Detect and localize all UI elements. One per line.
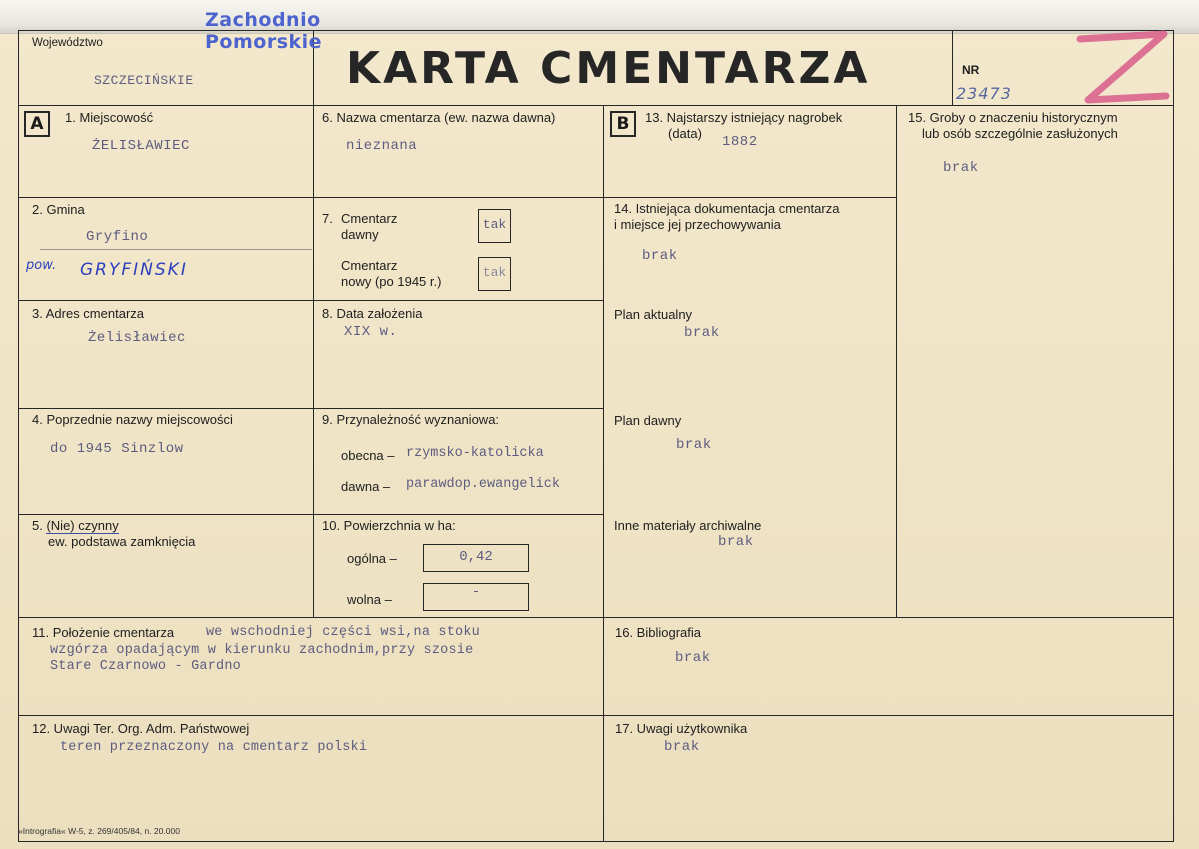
- field-15-label-2: lub osób szczególnie zasłużonych: [922, 126, 1118, 141]
- field-14-label: 14. Istniejąca dokumentacja cmentarza: [614, 201, 840, 216]
- field-11-line-2: wzgórza opadającym w kierunku zachodnim,przy szosie: [50, 643, 474, 658]
- field-15-value: brak: [943, 160, 979, 176]
- card-title: KARTA CMENTARZA: [346, 43, 871, 94]
- field-7-new-checkbox: tak: [478, 257, 511, 291]
- field-17-value: brak: [664, 739, 700, 755]
- field-9-former-label: dawna –: [341, 479, 391, 494]
- adhesive-tape: [0, 0, 1199, 34]
- section-a-marker: A: [24, 111, 50, 137]
- field-9-label: 9. Przynależność wyznaniowa:: [322, 412, 500, 427]
- field-4-label: 4. Poprzednie nazwy miejscowości: [32, 412, 233, 427]
- field-13-label: 13. Najstarszy istniejący nagrobek: [645, 110, 843, 125]
- col-divider-2: [603, 105, 604, 842]
- field-6-label: 6. Nazwa cmentarza (ew. nazwa dawna): [322, 110, 556, 125]
- field-3-value: Żelisławiec: [88, 330, 186, 346]
- field-10-free-label: wolna –: [347, 592, 392, 607]
- powiat-value: GRYFIŃSKI: [80, 260, 188, 280]
- field-5-main: (Nie) czynny: [46, 518, 119, 533]
- field-12-value: teren przeznaczony na cmentarz polski: [60, 740, 368, 755]
- header-divider-right: [952, 30, 953, 105]
- field-7-new-label: Cmentarz: [341, 258, 398, 273]
- powiat-prefix: pow.: [26, 258, 57, 273]
- section-b-marker: B: [610, 111, 636, 137]
- nr-label: NR: [962, 63, 980, 77]
- field-2-value: Gryfino: [86, 229, 149, 245]
- plan-old-value: brak: [676, 437, 712, 453]
- field-11-label: 11. Położenie cmentarza: [32, 625, 175, 640]
- field-5-label-2: ew. podstawa zamknięcia: [48, 534, 196, 549]
- header-bottom-line: [18, 105, 1174, 106]
- plan-current-label: Plan aktualny: [614, 307, 693, 322]
- nr-value: 23473: [956, 84, 1012, 103]
- field-16-value: brak: [675, 650, 711, 666]
- field-8-label: 8. Data założenia: [322, 306, 423, 321]
- field-11-line-1: we wschodniej części wsi,na stoku: [206, 625, 480, 640]
- field-2-label: 2. Gmina: [32, 202, 85, 217]
- row-line-g: [603, 197, 896, 198]
- field-9-former-value: parawdop.ewangelick: [406, 477, 560, 492]
- field-9-current-value: rzymsko-katolicka: [406, 446, 544, 461]
- stamp-line-2: Pomorskie: [205, 31, 323, 53]
- corner-z-mark: [1066, 30, 1170, 106]
- field-17-label: 17. Uwagi użytkownika: [615, 721, 748, 736]
- field-10-label: 10. Powierzchnia w ha:: [322, 518, 456, 533]
- row-line-f: [18, 715, 1174, 716]
- field-8-value: XIX w.: [344, 324, 398, 340]
- field-10-total-box: 0,42: [423, 544, 529, 572]
- field-5-number: 5.: [32, 518, 43, 533]
- row-line-a: [18, 197, 603, 198]
- field-12-label: 12. Uwagi Ter. Org. Adm. Państwowej: [32, 721, 250, 736]
- printer-footer: »Intrografia« W-5, z. 269/405/84, n. 20.000: [18, 826, 180, 836]
- field-7-old-label: Cmentarz: [341, 211, 398, 226]
- field-4-value: do 1945 Sinzlow: [50, 441, 184, 457]
- col-divider-3: [896, 105, 897, 617]
- voivodeship-value: SZCZECIŃSKIE: [94, 73, 194, 88]
- field-7-new-label-2: nowy (po 1945 r.): [341, 274, 442, 289]
- voivodeship-label: Województwo: [32, 37, 103, 49]
- row-line-c: [18, 408, 603, 409]
- field-7-number: 7.: [322, 211, 333, 226]
- field-11-line-3: Stare Czarnowo - Gardno: [50, 659, 241, 674]
- gmina-underline: [40, 249, 312, 250]
- field-10-free-box: -: [423, 583, 529, 611]
- stamp-line-1: Zachodnio: [205, 9, 321, 31]
- field-7-old-checkbox: tak: [478, 209, 511, 243]
- plan-current-value: brak: [684, 325, 720, 341]
- field-13-value: 1882: [722, 134, 758, 150]
- field-16-label: 16. Bibliografia: [615, 625, 701, 640]
- field-1-label: 1. Miejscowość: [65, 110, 154, 125]
- row-line-e: [18, 617, 1174, 618]
- field-7-old-label-2: dawny: [341, 227, 379, 242]
- row-line-d: [18, 514, 603, 515]
- field-15-label: 15. Groby o znaczeniu historycznym: [908, 110, 1118, 125]
- archives-value: brak: [718, 534, 754, 550]
- field-6-value: nieznana: [346, 138, 418, 154]
- field-3-label: 3. Adres cmentarza: [32, 306, 144, 321]
- field-10-total-label: ogólna –: [347, 551, 397, 566]
- archives-label: Inne materiały archiwalne: [614, 518, 762, 533]
- col-divider-1: [313, 105, 314, 617]
- plan-old-label: Plan dawny: [614, 413, 682, 428]
- field-14-value: brak: [642, 248, 678, 264]
- region-stamp: [205, 9, 322, 53]
- field-13-label-2: (data): [668, 126, 702, 141]
- field-1-value: ŻELISŁAWIEC: [92, 138, 190, 154]
- field-5-label: [32, 518, 119, 534]
- field-9-current-label: obecna –: [341, 448, 395, 463]
- row-line-b: [18, 300, 603, 301]
- field-14-label-2: i miejsce jej przechowywania: [614, 217, 781, 232]
